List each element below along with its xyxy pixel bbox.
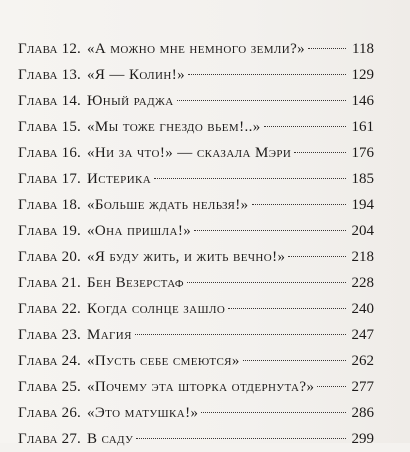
table-of-contents <box>18 36 374 452</box>
toc-chapter-title: «Пусть себе смеются» <box>86 353 240 369</box>
toc-chapter-title: «Она пришла!» <box>86 223 192 239</box>
toc-row <box>18 166 374 192</box>
toc-chapter-label: Глава 12. <box>18 41 81 57</box>
toc-leader-dots <box>154 178 346 179</box>
toc-page-number: 286 <box>351 405 374 421</box>
toc-chapter-title: Когда солнце зашло <box>86 301 226 317</box>
toc-row <box>18 140 374 166</box>
toc-chapter-label: Глава 20. <box>18 249 81 265</box>
toc-leader-dots <box>187 282 346 283</box>
toc-row <box>18 244 374 270</box>
toc-chapter-label: Глава 24. <box>18 353 81 369</box>
toc-chapter-title: Магия <box>86 327 132 343</box>
toc-leader-dots <box>188 74 346 75</box>
toc-leader-dots <box>201 412 346 413</box>
toc-page-number: 118 <box>352 41 374 57</box>
toc-chapter-title: «Больше ждать нельзя!» <box>86 197 249 213</box>
toc-page-number: 185 <box>351 171 374 187</box>
toc-chapter-title: «Это матушка!» <box>86 405 199 421</box>
toc-row <box>18 192 374 218</box>
toc-chapter-label: Глава 22. <box>18 301 81 317</box>
toc-chapter-label: Глава 23. <box>18 327 81 343</box>
toc-chapter-label: Глава 27. <box>18 431 81 447</box>
toc-chapter-title: «А можно мне немного земли?» <box>86 41 306 57</box>
toc-leader-dots <box>194 230 346 231</box>
toc-row <box>18 270 374 296</box>
toc-row <box>18 426 374 452</box>
toc-chapter-label: Глава 18. <box>18 197 81 213</box>
toc-page-number: 161 <box>351 119 374 135</box>
toc-row <box>18 296 374 322</box>
toc-chapter-title: «Я — Колин!» <box>86 67 186 83</box>
toc-chapter-title: Юный раджа <box>86 93 174 109</box>
toc-leader-dots <box>252 204 346 205</box>
page-top-margin <box>18 0 374 28</box>
toc-row <box>18 36 374 62</box>
toc-chapter-title: «Я буду жить, и жить вечно!» <box>86 249 286 265</box>
toc-leader-dots <box>294 152 346 153</box>
toc-row <box>18 374 374 400</box>
toc-leader-dots <box>228 308 346 309</box>
toc-page-number: 194 <box>351 197 374 213</box>
toc-chapter-label: Глава 25. <box>18 379 81 395</box>
toc-chapter-title: «Мы тоже гнездо вьем!..» <box>86 119 261 135</box>
toc-chapter-label: Глава 26. <box>18 405 81 421</box>
toc-page-number: 176 <box>351 145 374 161</box>
toc-chapter-title: Бен Везерстаф <box>86 275 184 291</box>
toc-chapter-label: Глава 21. <box>18 275 81 291</box>
toc-row <box>18 62 374 88</box>
toc-leader-dots <box>243 360 346 361</box>
toc-leader-dots <box>135 334 346 335</box>
toc-row <box>18 322 374 348</box>
toc-page-number: 299 <box>351 431 374 447</box>
toc-chapter-title: «Ни за что!» — сказала Мэри <box>86 145 292 161</box>
toc-page-number: 218 <box>351 249 374 265</box>
toc-chapter-title: Истерика <box>86 171 152 187</box>
toc-leader-dots <box>264 126 346 127</box>
toc-chapter-label: Глава 13. <box>18 67 81 83</box>
toc-leader-dots <box>177 100 346 101</box>
toc-page-number: 228 <box>351 275 374 291</box>
toc-row <box>18 400 374 426</box>
toc-chapter-label: Глава 15. <box>18 119 81 135</box>
toc-chapter-label: Глава 17. <box>18 171 81 187</box>
toc-chapter-label: Глава 16. <box>18 145 81 161</box>
toc-chapter-label: Глава 19. <box>18 223 81 239</box>
toc-page-number: 240 <box>351 301 374 317</box>
toc-row <box>18 114 374 140</box>
toc-chapter-title: В саду <box>86 431 134 447</box>
toc-row <box>18 88 374 114</box>
toc-page-number: 204 <box>351 223 374 239</box>
toc-row <box>18 348 374 374</box>
toc-page-number: 247 <box>351 327 374 343</box>
toc-leader-dots <box>308 48 346 49</box>
toc-chapter-label: Глава 14. <box>18 93 81 109</box>
toc-page-number: 129 <box>351 67 374 83</box>
toc-page-number: 146 <box>351 93 374 109</box>
toc-leader-dots <box>317 386 346 387</box>
toc-page-number: 262 <box>351 353 374 369</box>
toc-chapter-title: «Почему эта шторка отдернута?» <box>86 379 315 395</box>
toc-row <box>18 218 374 244</box>
toc-page-number: 277 <box>351 379 374 395</box>
toc-leader-dots <box>136 438 346 439</box>
toc-leader-dots <box>288 256 346 257</box>
